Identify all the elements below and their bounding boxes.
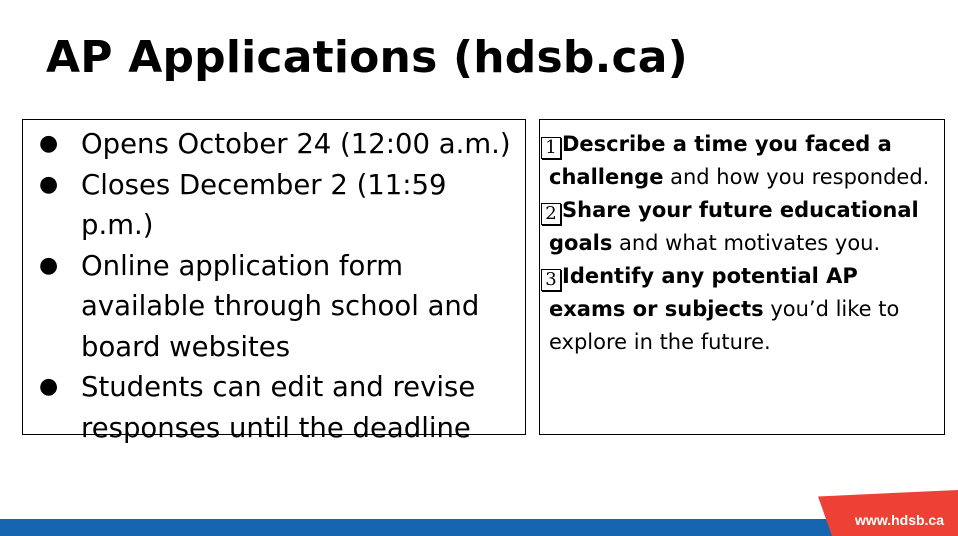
bullet-text: Opens October 24 (12:00 a.m.): [81, 128, 511, 160]
bullet-icon: ●: [39, 374, 59, 399]
number-badge: 2: [541, 203, 561, 225]
bullet-icon: ●: [39, 131, 59, 156]
slide-title: AP Applications (hdsb.ca): [46, 32, 688, 83]
bullet-text: Closes December 2 (11:59 p.m.): [81, 168, 447, 241]
question-text: and how you responded.: [663, 165, 930, 189]
list-item: [39, 165, 515, 246]
footer-bar: [0, 519, 958, 536]
question-bold-text: Identify any potential AP exams or subjects: [549, 264, 858, 321]
bullet-text: Online application form available through school and board websites: [81, 249, 480, 363]
list-item: [39, 124, 515, 165]
list-item: [541, 194, 940, 260]
bullet-text: Students can edit and revise responses until the deadline: [81, 371, 476, 444]
key-dates-box: [22, 119, 526, 444]
list-item: [39, 367, 515, 448]
question-text: you’d like to explore in the future.: [549, 297, 900, 354]
question-bold-text: Share your future educational goals: [549, 198, 919, 255]
question-list: [541, 128, 940, 359]
number-badge: 1: [541, 137, 561, 159]
bullet-list: [39, 124, 515, 448]
number-badge: 3: [541, 269, 561, 291]
question-bold-text: Describe a time you faced a challenge: [549, 132, 892, 189]
footer-url: www.hdsb.ca: [855, 512, 944, 528]
list-item: [39, 246, 515, 368]
questions-box: [539, 119, 945, 435]
bullet-icon: ●: [39, 252, 59, 278]
list-item: [541, 260, 940, 359]
question-text: and what motivates you.: [612, 231, 881, 255]
list-item: [541, 128, 940, 194]
bullet-icon: ●: [39, 171, 59, 197]
